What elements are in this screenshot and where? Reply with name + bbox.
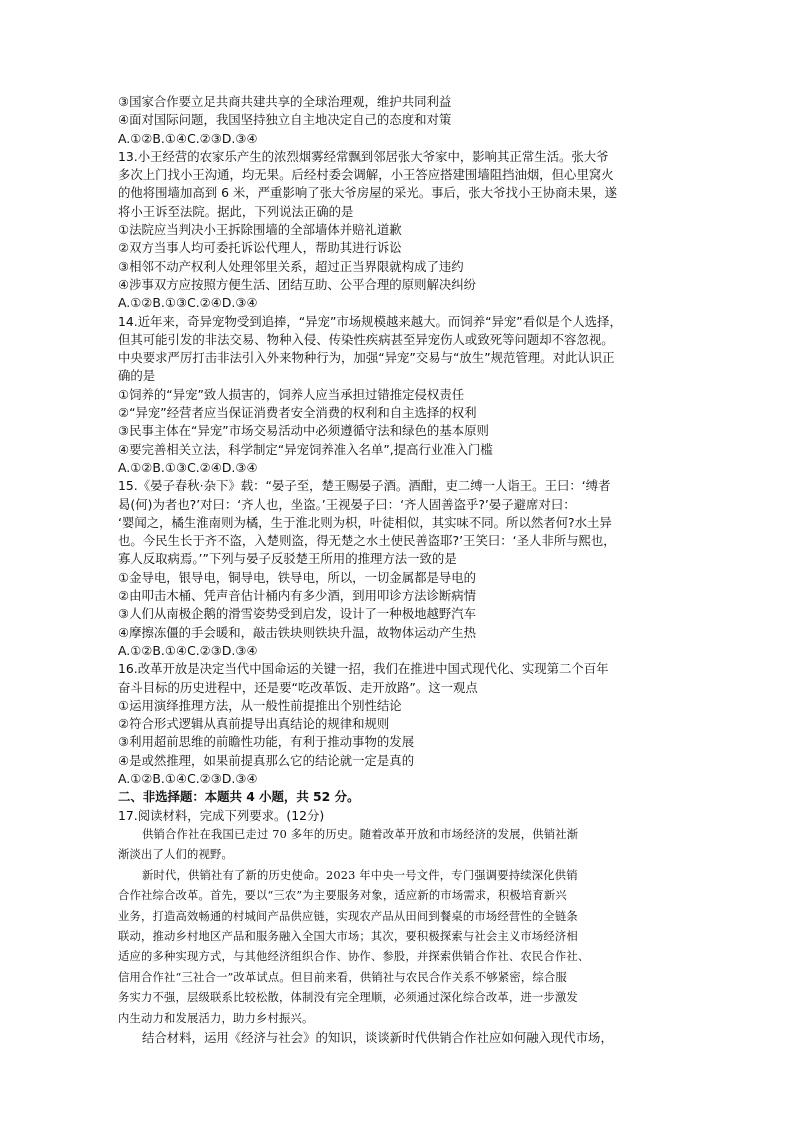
option-line: ③国家合作要立足共商共建共享的全球治理观，维护共同利益 xyxy=(118,94,452,109)
question-stem: 将小王诉至法院。据此，下列说法正确的是 xyxy=(118,203,354,219)
material-line: 供销合作社在我国已走过 70 多年的历史。随着改革开放和市场经济的发展，供销社渐 xyxy=(142,827,579,841)
question-15 xyxy=(118,477,698,660)
question-stem: 多次上门找小王沟通，均无果。后经村委会调解，小王答应搭建围墙阻挡油烟，但心里窝火 xyxy=(118,167,614,183)
material-line: 信用合作社“三社合一”改革试点。但目前来看，供销社与农民合作关系不够紧密，综合服 xyxy=(118,970,567,984)
material-line: 新时代，供销社有了新的历史使命。2023 年中央一号文件，专门强调要持续深化供销 xyxy=(142,868,578,882)
question-stem: 中央要求严厉打击非法引入外来物种行为，加强“异宠”交易与“放生”规范管理。对此认识正 xyxy=(118,350,615,366)
question-stem: 确的是 xyxy=(118,368,156,384)
question-stem: 14.近年来，奇异宠物受到追捧，“异宠”市场规模越来越大。而饲养“异宠”看似是个人选择， xyxy=(118,313,622,329)
option-line: ④要完善相关立法，科学制定“异宠饲养准入名单”,提高行业准入门槛 xyxy=(118,441,493,457)
material-line: 合作社综合改革。首先，要以“三农”为主要服务对象，适应新的市场需求，积极培育新兴 xyxy=(118,889,567,903)
question-stem: 16.改革开放是决定当代中国命运的关键一招，我们在推进中国式现代化、实现第二个百年 xyxy=(118,661,609,677)
question-stem: 15.《晏子春秋·杂下》载：“晏子至，楚王赐晏子酒。酒酣，吏二缚一人诣王。王曰：‘缚者 xyxy=(118,478,611,494)
option-line: ④面对国际问题，我国坚持独立自主地决定自己的态度和对策 xyxy=(118,112,452,128)
question-stem: 但其可能引发的非法交易、物种入侵、传染性疾病甚至异宠伤人或致死等问题却不容忽视。 xyxy=(118,331,614,347)
material-line: 联动，推动乡村地区产品和服务融入全国大市场；其次，要积极探索与社会主义市场经济相 xyxy=(118,929,578,943)
reading-material xyxy=(118,825,698,1029)
section-heading: 二、非选择题：本题共 4 小题，共 52 分。 xyxy=(118,789,360,805)
option-line: ②符合形式逻辑从真前提导出真结论的规律和规则 xyxy=(118,716,390,732)
question-stem: 曷(何)为者也?’对曰：‘齐人也，坐盗。’王视晏子曰：‘齐人固善盗乎?’晏子避席对曰： xyxy=(118,496,576,512)
option-line: ④摩擦冻僵的手会暖和，敲击铁块则铁块升温，故物体运动产生热 xyxy=(118,624,477,640)
option-line: ③民事主体在“异宠”市场交易活动中必须遵循守法和绿色的基本原则 xyxy=(118,423,489,439)
answer-choices: A.①②B.①③C.②④D.③④ xyxy=(118,295,258,311)
answer-choices: A.①②B.①③C.②④D.③④ xyxy=(118,459,258,475)
option-line: ①运用演绎推理方法，从一般性前提推出个别性结论 xyxy=(118,697,402,713)
option-line: ①法院应当判决小王拆除围墙的全部墙体并赔礼道歉 xyxy=(118,222,402,238)
option-line: ①金导电，银导电，铜导电，铁导电，所以，一切金属都是导电的 xyxy=(118,569,477,585)
question-stem: 13.小王经营的农家乐产生的浓烈烟雾经常飘到邻居张大爷家中，影响其正常生活。张大爷 xyxy=(118,148,609,164)
question-14 xyxy=(118,313,698,478)
question-stem: 17.阅读材料，完成下列要求。(12分) xyxy=(118,807,325,823)
option-line: ②双方当事人均可委托诉讼代理人，帮助其进行诉讼 xyxy=(118,240,402,256)
option-line: ③相邻不动产权利人处理邻里关系，超过正当界限就构成了违约 xyxy=(118,258,464,274)
option-line: ①饲养的“异宠”致人损害的，饲养人应当承担过错推定侵权责任 xyxy=(118,386,465,402)
option-line: ④是或然推理，如果前提真那么它的结论就一定是真的 xyxy=(118,752,415,768)
question-stem: 也。今民生长于齐不盗，入楚则盗，得无楚之水土使民善盗耶?’王笑曰：‘圣人非所与熙也， xyxy=(118,533,616,549)
question-stem: ‘婴闻之，橘生淮南则为橘，生于淮北则为枳，叶徒相似，其实味不同。所以然者何?水土异 xyxy=(118,514,612,530)
answer-choices: A.①②B.①④C.②③D.③④ xyxy=(118,642,258,658)
question-13 xyxy=(118,148,698,313)
question-stem: 寡人反取病焉。’”下列与晏子反驳楚王所用的推理方法一致的是 xyxy=(118,551,457,567)
question-stem: 奋斗目标的历史进程中，还是要“吃改革饭、走开放路”。这一观点 xyxy=(118,679,478,695)
option-line: ④涉事双方应按照方便生活、团结互助、公平合理的原则解决纠纷 xyxy=(118,276,477,292)
material-line: 务实力不强，层级联系比较松散，体制没有完全理顺，必须通过深化综合改革，进一步激发 xyxy=(118,991,578,1005)
q12-tail xyxy=(118,93,698,148)
question-prompt: 结合材料，运用《经济与社会》的知识，谈谈新时代供销合作社应如何融入现代市场， xyxy=(142,1029,613,1045)
option-line: ②由叩击木桶、凭声音估计桶内有多少酒，到用叩诊方法诊断病情 xyxy=(118,588,477,604)
question-17 xyxy=(118,807,698,1048)
material-line: 适应的多种实现方式，与其他经济组织合作、协作、参股，并探索供销合作社、农民合作社、 xyxy=(118,950,590,964)
option-line: ②“异宠”经营者应当保证消费者安全消费的权利和自主选择的权利 xyxy=(118,405,477,421)
option-line: ③利用超前思维的前瞻性功能，有利于推动事物的发展 xyxy=(118,734,415,750)
option-line: ③人们从南极企鹅的滑雪姿势受到启发，设计了一种极地越野汽车 xyxy=(118,606,477,622)
question-16 xyxy=(118,660,698,788)
material-line: 内生动力和发展活力，助力乡村振兴。 xyxy=(118,1011,314,1025)
material-line: 业务，打造高效畅通的村城间产品供应链，实现农产品从田间到餐桌的市场经营性的全链条 xyxy=(118,909,578,923)
question-stem: 的他将围墙加高到 6 米，严重影响了张大爷房屋的采光。事后，张大爷找小王协商未果，遂 xyxy=(118,185,617,201)
answer-choices: A.①②B.①④C.②③D.③④ xyxy=(118,130,258,146)
answer-choices: A.①②B.①④C.②③D.③④ xyxy=(118,770,258,786)
exam-page xyxy=(118,93,698,1047)
material-line: 渐淡出了人们的视野。 xyxy=(118,848,233,862)
